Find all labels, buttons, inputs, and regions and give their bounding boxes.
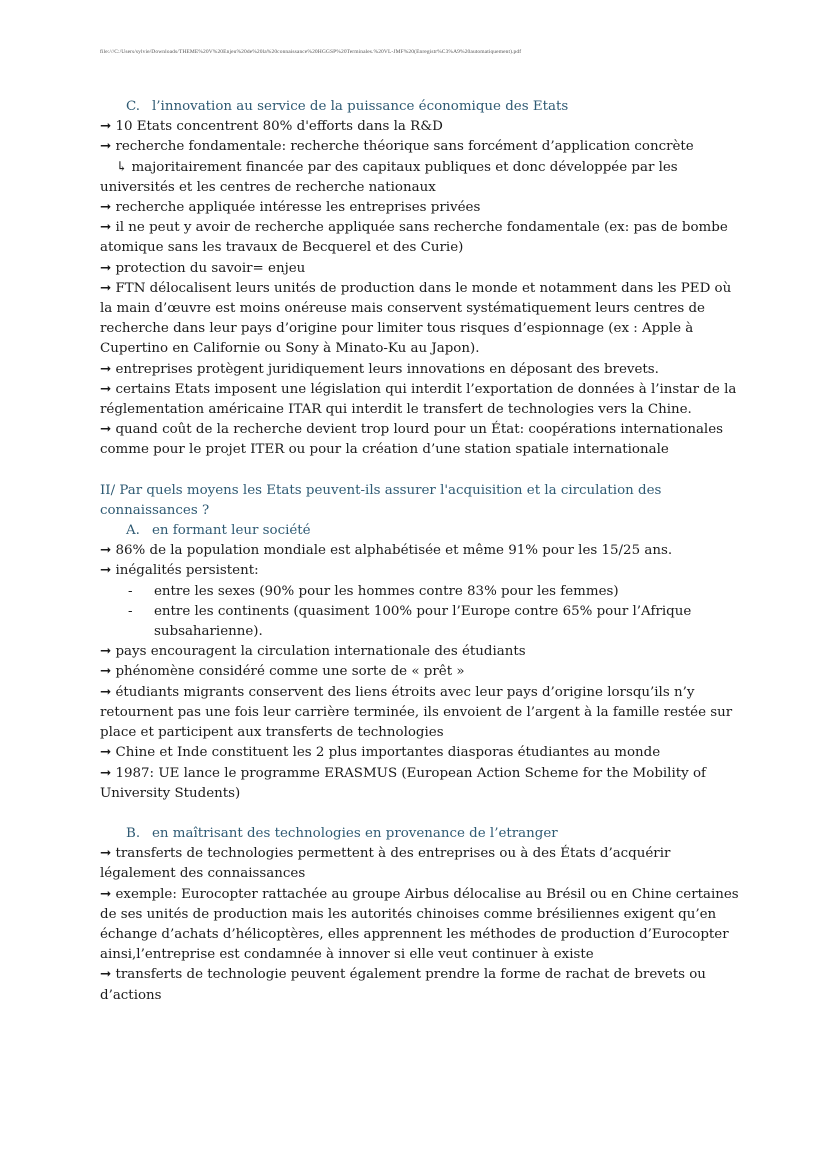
section-a-line: ➞ inégalités persistent:: [100, 563, 259, 579]
section-a-line: ➞ 1987: UE lance le programme ERASMUS (European Action Scheme for the Mobility of University Students): [100, 765, 706, 801]
section-a-letter: A.: [126, 523, 140, 539]
section-c-title: l’innovation au service de la puissance économique des Etats: [152, 99, 569, 114]
section-c-line: ➞ entreprises protègent juridiquement leurs innovations en déposant des brevets.: [100, 361, 659, 377]
section-b-line: ➞ exemple: Eurocopter rattachée au groupe Airbus délocalise au Brésil ou en Chine certaines de ses unités de production mais les autorités chinoises comme brésiliennes exigent qu’en échange d’achats d’hélicoptères, elles apprennent les méthodes de production d’Eurocopter ainsi,l’entreprise est condamnée à innover si elle veut continuer à existe: [100, 886, 739, 963]
section-c-line: ➞ recherche fondamentale: recherche théorique sans forcément d’application concrète: [100, 139, 694, 155]
section-c-sub-line: ↳ majoritairement financée par des capitaux publiques et donc développée par les universités et les centres de recherche nationaux: [100, 159, 678, 195]
section-b-line: ➞ transferts de technologies permettent à des entreprises ou à des États d’acquérir légalement des connaissances: [100, 846, 671, 882]
dash-bullet: -: [128, 583, 133, 599]
document-body: [100, 97, 740, 1006]
section-c-line: ➞ quand coût de la recherche devient trop lourd pour un État: coopérations internationales comme pour le projet ITER ou pour la création d’une station spatiale internationale: [100, 422, 724, 458]
file-path-header: file:///C:/Users/sylvie/Downloads/THEME%20V%20Enjeu%20de%20la%20connaissance%20HGGSP%20Terminales.%20VL-JMF%20(Enregistr%C3%A9%20automatiquement).pdf: [100, 49, 522, 55]
section-c-line: ➞ FTN délocalisent leurs unités de production dans le monde et notamment dans les PED où la main d’œuvre est moins onéreuse mais conservent systématiquement leurs centres de recherche dans leur pays d’origine pour limiter tous risques d’espionnage (ex : Apple à Cupertino en Californie ou Sony à Minato-Ku au Japon).: [100, 280, 732, 357]
section-c-heading: [100, 97, 740, 117]
section-c-line: ➞ protection du savoir= enjeu: [100, 260, 306, 276]
section-ii-heading: II/ Par quels moyens les Etats peuvent-ils assurer l'acquisition et la circulation des connaissances ?: [100, 482, 662, 518]
section-a-line: ➞ Chine et Inde constituent les 2 plus importantes diasporas étudiantes au monde: [100, 745, 661, 761]
section-a-line: ➞ étudiants migrants conservent des liens étroits avec leur pays d’origine lorsqu’ils n’y retournent pas une fois leur carrière terminée, ils envoient de l’argent à la famille restée sur place et participent aux transferts de technologies: [100, 684, 733, 741]
dash-item-text: entre les sexes (90% pour les hommes contre 83% pour les femmes): [154, 583, 619, 599]
section-c-line: ➞ recherche appliquée intéresse les entreprises privées: [100, 200, 481, 216]
section-a-line: ➞ 86% de la population mondiale est alphabétisée et même 91% pour les 15/25 ans.: [100, 543, 673, 559]
section-a-heading: [100, 521, 740, 541]
section-b-line: ➞ transferts de technologie peuvent également prendre la forme de rachat de brevets ou d’actions: [100, 967, 706, 1003]
dash-item-text: entre les continents (quasiment 100% pour l’Europe contre 65% pour l’Afrique subsaharienne).: [154, 603, 692, 640]
section-a-dash-item: [100, 602, 740, 642]
section-c-line: ➞ certains Etats imposent une législation qui interdit l’exportation de données à l’instar de la réglementation américaine ITAR qui interdit le transfert de technologies vers la Chine.: [100, 381, 737, 418]
section-a-title: en formant leur société: [152, 523, 311, 539]
section-a-dash-item: [100, 582, 740, 602]
section-b-heading: [100, 824, 740, 844]
section-a-line: ➞ pays encouragent la circulation internationale des étudiants: [100, 644, 526, 660]
dash-bullet: -: [128, 603, 133, 619]
section-c-line: ➞ 10 Etats concentrent 80% d'efforts dans la R&D: [100, 119, 443, 135]
section-b-title: en maîtrisant des technologies en provenance de l’etranger: [152, 825, 558, 841]
section-c-line: ➞ il ne peut y avoir de recherche appliquée sans recherche fondamentale (ex: pas de bombe atomique sans les travaux de Becquerel et des Curie): [100, 220, 728, 256]
section-a-line: ➞ phénomène considéré comme une sorte de « prêt »: [100, 664, 465, 680]
section-b-letter: B.: [126, 825, 141, 841]
section-c-letter: C.: [126, 99, 141, 114]
